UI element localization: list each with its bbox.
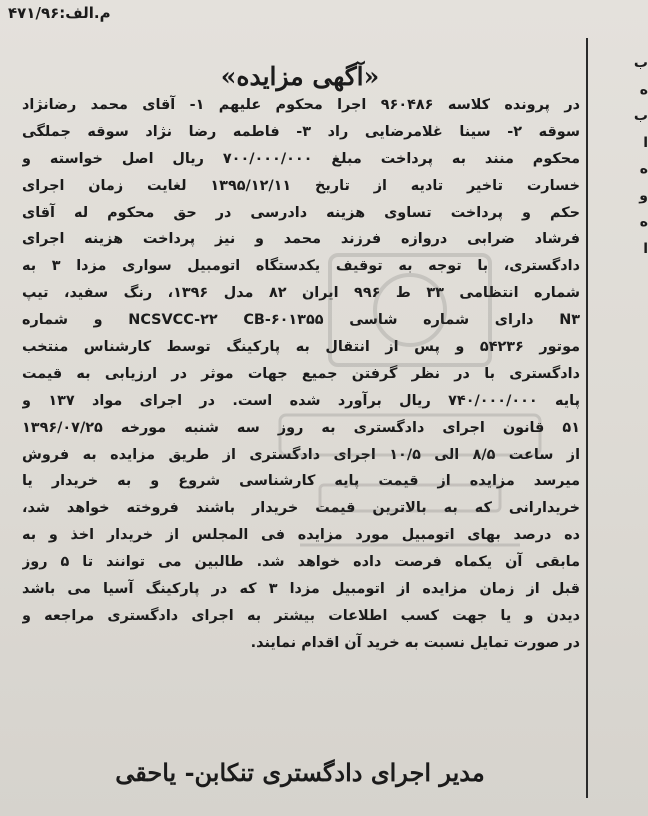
body-line: N۳ دارای شماره شاسی NCSVCC-۲۲ CB-۶۰۱۳۵۵ و شماره: [22, 312, 580, 329]
body-line: قبل از زمان مزایده از اتومبیل مزدا ۳ که در پارکینگ آسیا می باشد: [22, 581, 580, 598]
body-line: از ساعت ۸/۵ الی ۱۰/۵ اجرای دادگستری از طریق مزایده به فروش: [22, 446, 580, 463]
body-line: پایه ۷۴۰/۰۰۰/۰۰۰ ریال برآورد شده است. در اجرای مواد ۱۳۷ و: [22, 392, 580, 409]
body-line: در صورت تمایل نسبت به خرید آن اقدام نمایند.: [250, 634, 580, 651]
body-line: موتور ۵۴۲۳۶ و پس از انتقال به پارکینگ توسط کارشناس منتخب: [22, 339, 580, 356]
body-line: دیدن و یا جهت کسب اطلاعات بیشتر به اجرای دادگستری مراجعه و: [22, 607, 580, 624]
side-fragment: ب: [633, 108, 648, 124]
side-fragment: ا: [643, 240, 648, 257]
body-line: دادگستری با در نظر گرفتن جمیع جهات موثر در ارزیابی به قیمت: [22, 365, 580, 382]
side-fragment: ب: [633, 55, 648, 71]
body-line: ده درصد بهای اتومبیل مورد مزایده فی المجلس از خریدار اخذ و به: [22, 527, 580, 544]
signature-line: مدیر اجرای دادگستری تنکابن- یاحقی: [115, 758, 485, 787]
side-fragment: و: [639, 187, 648, 204]
side-fragment: ا: [643, 134, 648, 151]
body-line: شماره انتظامی ۳۳ ط ۹۹۶ ایران ۸۲ مدل ۱۳۹۶، رنگ سفید، تیپ: [22, 285, 580, 302]
body-line: دادگستری، با توجه به توقیف یکدستگاه اتومبیل سواری مزدا ۳ به: [22, 258, 580, 275]
body-line: خسارت تاخیر تادیه از تاریخ ۱۳۹۵/۱۲/۱۱ لغایت زمان اجرای: [22, 177, 580, 194]
adjacent-column-fragment: [594, 50, 648, 262]
body-line: در پرونده کلاسه ۹۶۰۴۸۶ اجرا محکوم علیهم ۱- آقای محمد رضانژاد: [22, 97, 580, 113]
column-divider: [586, 38, 588, 798]
side-fragment: ه: [639, 161, 648, 177]
body-line: خریدارانی که به بالاترین قیمت خریدار باشند فروخته خواهد شد،: [22, 500, 580, 517]
notice-title: «آگهی مزایده»: [220, 62, 380, 91]
body-line: مابقی آن یکماه فرصت داده خواهد شد. طالبین می توانند تا ۵ روز: [22, 554, 580, 571]
reference-number: م.الف:۴۷۱/۹۶: [8, 4, 111, 22]
body-line: فرشاد ضرابی دروازه فرزند محمد و نیز پرداخت هزینه اجرای: [22, 231, 580, 248]
side-fragment: ه: [639, 214, 648, 230]
notice-body: [22, 92, 580, 657]
body-line: حکم و پرداخت تساوی هزینه دادرسی در حق محکوم له آقای: [22, 204, 580, 221]
side-fragment: ه: [639, 81, 648, 98]
body-line: محکوم منند به پرداخت مبلغ ۷۰۰/۰۰۰/۰۰۰ ریال اصل خواسته و: [22, 150, 580, 167]
body-line: میرسد مزایده از قیمت پایه کارشناسی شروع و به خریدار یا: [22, 473, 580, 490]
body-line: ۵۱ قانون اجرای دادگستری به روز سه شنبه مورخه ۱۳۹۶/۰۷/۲۵: [22, 419, 580, 436]
body-line: سوقه ۲- سینا غلامرضایی راد ۳- فاطمه رضا نژاد سوقه جملگی: [22, 123, 580, 140]
